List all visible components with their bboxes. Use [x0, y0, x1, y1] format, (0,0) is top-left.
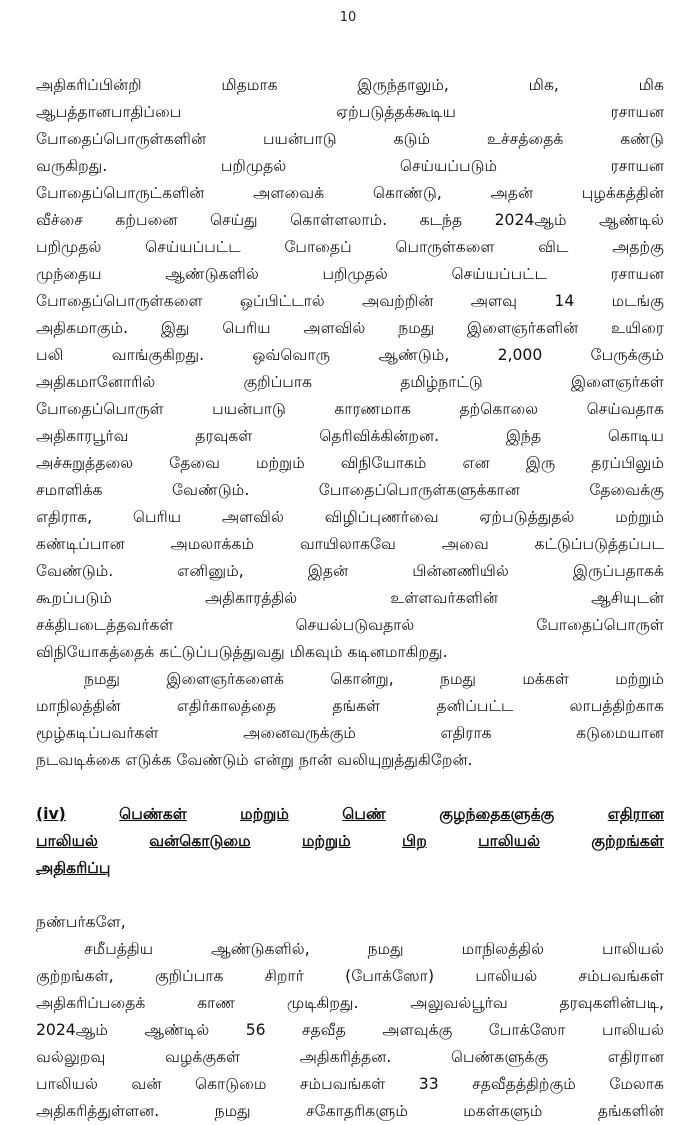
word: பறிமுதல் [220, 157, 287, 175]
text-line [36, 1098, 664, 1125]
text-line [36, 234, 664, 261]
word: அதிகரிப்பதைக் [36, 994, 146, 1012]
word: நமது [84, 670, 121, 688]
word: அளவில் [303, 319, 366, 337]
word: மடங்கு [611, 292, 664, 310]
word: அவை [441, 535, 489, 553]
word: மாநிலத்தில் [461, 940, 545, 958]
word: ஆண்டில் [599, 211, 664, 229]
word: குற்றங்கள், [36, 967, 114, 985]
word: வருகிறது. [36, 157, 108, 175]
word: ஒவ்வொரு [252, 346, 331, 364]
word: தற்கொலை [459, 400, 539, 418]
word: பயன்பாடு [262, 130, 337, 148]
word: வாயிலாகவே [299, 535, 396, 553]
word: இருப்பதாகக் [572, 562, 664, 580]
word: பெண்களுக்கு [450, 1048, 549, 1066]
word: சக்திபடைத்தவர்கள் [36, 616, 174, 634]
word: போதைப்பொருள்களின் [36, 130, 207, 148]
word: வேண்டும். [172, 481, 250, 499]
word: கொடிய [607, 427, 664, 445]
text-line [36, 828, 664, 855]
word: பொருள்களை [395, 238, 495, 256]
word: எதிர்காலத்தை [176, 697, 277, 715]
text-line [36, 342, 664, 369]
word: குழந்தைகளுக்கு [439, 805, 555, 823]
word: செய்யப்படும் [399, 157, 498, 175]
word: எதிரான [607, 1048, 664, 1066]
word: போதைப்பொருள் [536, 616, 664, 634]
word: அதற்கு [612, 238, 664, 256]
word: எதிராக [440, 724, 492, 742]
word: எதிராக, [36, 508, 93, 526]
word: பெரிய [222, 319, 271, 337]
word: சமீபத்திய [84, 940, 154, 958]
text-line [36, 207, 664, 234]
word: இரு [525, 454, 556, 472]
word: குறிப்பாக [243, 373, 313, 391]
word: மற்றும் [256, 454, 305, 472]
word: விநியோகம் [340, 454, 427, 472]
word: அளவுக்கு [382, 1021, 453, 1039]
word: கடுமையான [576, 724, 664, 742]
section-heading-last-line: அதிகரிப்பு [36, 859, 111, 877]
word: கூறப்படும் [36, 589, 112, 607]
word: அலுவல்பூர்வ [410, 994, 508, 1012]
word: செய்யப்பட்ட [451, 265, 548, 283]
word: உள்ளவர்களின் [390, 589, 499, 607]
word: கடும் [393, 130, 431, 148]
word: எதிரான [607, 805, 664, 823]
word: தங்களின் [597, 1102, 664, 1120]
word: சதவீதத்திற்கும் [472, 1075, 576, 1093]
word: அளவு [470, 292, 518, 310]
word: தரவுகளின்படி, [559, 994, 664, 1012]
word: பாலியல் [36, 832, 98, 850]
word: முந்தைய [36, 265, 102, 283]
word: ஏற்படுத்தக்கூடிய [336, 103, 457, 121]
word: வன் [131, 1075, 162, 1093]
word: மற்றும் [615, 508, 664, 526]
word: வன்கொடுமை [149, 832, 251, 850]
text-line [36, 423, 664, 450]
word: தெரிவிக்கின்றன. [319, 427, 440, 445]
text-line [36, 180, 664, 207]
word: பாலியல் [602, 940, 664, 958]
text-line [36, 369, 664, 396]
word: அதிகமாகும். [36, 319, 129, 337]
word: தரப்பிலும் [591, 454, 664, 472]
word: கற்பனை [115, 211, 178, 229]
word: மற்றும் [615, 670, 664, 688]
word: செய்து [209, 211, 258, 229]
word: 33 [418, 1075, 439, 1093]
word: சம்பவங்கள் [578, 967, 664, 985]
text-line [36, 963, 664, 990]
text-line [36, 504, 664, 531]
word: போதைப் [284, 238, 352, 256]
word: விட [538, 238, 569, 256]
word: ஆண்டுகளில் [165, 265, 259, 283]
word: போதைப்பொருள்களுக்கான [318, 481, 520, 499]
word: அதிகரிப்பின்றி [36, 76, 142, 94]
word: பாலியல் [475, 967, 538, 985]
word: மிதமாக [221, 76, 278, 94]
word: மகள்களும் [463, 1102, 543, 1120]
word: ஆபத்தானபாதிப்பை [36, 103, 182, 121]
word: மூழ்கடிப்பவர்கள் [36, 724, 159, 742]
paragraph-sexual-crimes [36, 936, 664, 1125]
word: 56 [245, 1021, 266, 1039]
word: கண்டு [620, 130, 664, 148]
word: ரசாயன [610, 103, 664, 121]
word: கொண்டு, [372, 184, 442, 202]
word: கட்டுப்படுத்தப்பட [534, 535, 664, 553]
text-line [36, 558, 664, 585]
word: பயன்பாடு [212, 400, 286, 418]
text-line [36, 990, 664, 1017]
word: அதிகமானோரில் [36, 373, 156, 391]
word: ஆண்டும், [378, 346, 450, 364]
text-line [36, 477, 664, 504]
word: பாலியல் [36, 1075, 98, 1093]
salutation: நண்பர்களே, [36, 913, 126, 931]
text-line [36, 585, 664, 612]
word: கடந்த [419, 211, 463, 229]
word: காரணமாக [334, 400, 412, 418]
word: ஏற்படுத்துதல் [479, 508, 575, 526]
word: காண [197, 994, 236, 1012]
text-line [36, 99, 664, 126]
word: விழிப்புணர்வை [324, 508, 439, 526]
word: போக்ஸோ [488, 1021, 566, 1039]
word: மாநிலத்தின் [36, 697, 121, 715]
word: (iv) [36, 805, 66, 823]
word: மிக [638, 76, 664, 94]
text-line [36, 288, 664, 315]
word: பறிமுதல் [322, 265, 388, 283]
word: கொடுமை [194, 1075, 267, 1093]
word: இளைஞர்களின் [467, 319, 579, 337]
text-line [36, 531, 664, 558]
word: இது [160, 319, 190, 337]
word: மற்றும் [240, 805, 289, 823]
text-line [36, 1044, 664, 1071]
word: 2024ஆம் [494, 211, 567, 229]
word: தனிப்பட்ட [436, 697, 514, 715]
text-line [36, 153, 664, 180]
word: தமிழ்நாட்டு [400, 373, 483, 391]
word: அளவைக் [253, 184, 325, 202]
word: லாபத்திற்காக [569, 697, 664, 715]
word: அவற்றின் [362, 292, 434, 310]
word: வழக்குகள் [164, 1048, 241, 1066]
word: மக்கள் [522, 670, 569, 688]
word: 14 [554, 292, 575, 310]
word: அமலாக்கம் [170, 535, 254, 553]
word: ஆசியுடன் [591, 589, 664, 607]
text-line [36, 693, 664, 720]
word: தேவைக்கு [589, 481, 664, 499]
word: இதன் [307, 562, 349, 580]
word: பேருக்கும் [590, 346, 664, 364]
text-line [36, 261, 664, 288]
word: தங்கள் [332, 697, 381, 715]
word: ரசாயன [610, 265, 664, 283]
word: நமது [398, 319, 435, 337]
text-line [36, 1017, 664, 1044]
word: இளைஞர்களைக் [166, 670, 285, 688]
word: சம்பவங்கள் [299, 1075, 386, 1093]
word: பின்னணியில் [412, 562, 509, 580]
word: இந்த [505, 427, 542, 445]
word: வேண்டும். [36, 562, 114, 580]
word: என [462, 454, 490, 472]
word: செய்வதாக [586, 400, 664, 418]
word: புழக்கத்தின் [581, 184, 664, 202]
word: பெண் [342, 805, 386, 823]
word: உச்சத்தைக் [486, 130, 564, 148]
word: (போக்ஸோ) [345, 967, 435, 985]
word: ரசாயன [610, 157, 664, 175]
word: அதிகாரத்தில் [205, 589, 298, 607]
word: அதிகரித்துள்ளன. [36, 1102, 160, 1120]
text-line [36, 396, 664, 423]
word: வல்லுறவு [36, 1048, 106, 1066]
word: பாலியல் [478, 832, 541, 850]
text-line [36, 450, 664, 477]
paragraph-drug-abuse [36, 72, 664, 639]
word: இளைஞர்கள் [571, 373, 664, 391]
word: உயிரை [611, 319, 664, 337]
word: அதிகாரபூர்வ [36, 427, 129, 445]
word: சமாளிக்க [36, 481, 103, 499]
word: பலி [36, 346, 64, 364]
word: கொள்ளலாம். [290, 211, 388, 229]
word: பெரிய [132, 508, 182, 526]
word: அளவில் [221, 508, 284, 526]
text-line: விநியோகத்தைக் கட்டுப்படுத்துவது மிகவும் கடினமாகிறது. [36, 643, 448, 661]
word: கொன்று, [330, 670, 394, 688]
word: வாங்குகிறது. [111, 346, 205, 364]
page-number: 10 [339, 10, 357, 25]
word: நமது [367, 940, 404, 958]
text-line [36, 666, 664, 693]
word: பாலியல் [602, 1021, 664, 1039]
text-line [36, 1071, 664, 1098]
word: மேலாக [609, 1075, 664, 1093]
section-heading [36, 801, 664, 855]
word: தேவை [169, 454, 221, 472]
word: சகோதரிகளும் [306, 1102, 408, 1120]
word: போதைப்பொருள் [36, 400, 164, 418]
text-line: நடவடிக்கை எடுக்க வேண்டும் என்று நான் வலியுறுத்துகிறேன். [36, 751, 473, 769]
word: செயல்படுவதால் [295, 616, 415, 634]
word: செய்யப்பட்ட [145, 238, 241, 256]
word: அதிகரித்தன. [299, 1048, 392, 1066]
document-body [36, 72, 664, 1125]
word: பெண்கள் [119, 805, 187, 823]
word: 2,000 [497, 346, 543, 364]
text-line [36, 801, 664, 828]
word: சிறார் [264, 967, 304, 985]
word: போதைப்பொருள்களை [36, 292, 203, 310]
word: குற்றங்கள் [591, 832, 664, 850]
word: தரவுகள் [195, 427, 253, 445]
word: பிற [401, 832, 427, 850]
word: சதவீத [302, 1021, 346, 1039]
text-line [36, 315, 664, 342]
word: குறிப்பாக [154, 967, 224, 985]
word: வீச்சை [36, 211, 83, 229]
word: பறிமுதல் [36, 238, 102, 256]
word: போதைப்பொருட்களின் [36, 184, 205, 202]
word: ஒப்பிட்டால் [239, 292, 325, 310]
text-line [36, 126, 664, 153]
word: அதன் [490, 184, 534, 202]
word: மிக, [528, 76, 559, 94]
word: 2024ஆம் [36, 1021, 108, 1039]
word: எனினும், [177, 562, 244, 580]
word: மற்றும் [301, 832, 351, 850]
paragraph-action-appeal [36, 666, 664, 747]
word: நமது [214, 1102, 251, 1120]
text-line [36, 612, 664, 639]
word: இருந்தாலும், [357, 76, 449, 94]
word: ஆண்டில் [144, 1021, 210, 1039]
text-line [36, 936, 664, 963]
text-line [36, 720, 664, 747]
word: அனைவருக்கும் [243, 724, 356, 742]
word: முடிகிறது. [286, 994, 359, 1012]
word: அச்சுறுத்தலை [36, 454, 134, 472]
text-line [36, 72, 664, 99]
word: நமது [439, 670, 477, 688]
word: கண்டிப்பான [36, 535, 125, 553]
word: ஆண்டுகளில், [211, 940, 310, 958]
